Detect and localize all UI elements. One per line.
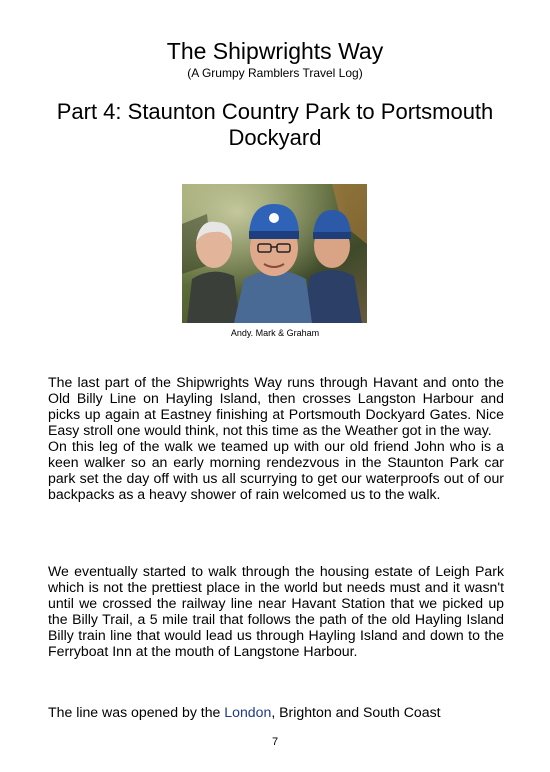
- part-heading: Part 4: Staunton Country Park to Portsmouth Dockyard: [56, 99, 494, 150]
- paragraph-4: [48, 704, 504, 720]
- group-photo: [182, 184, 367, 323]
- paragraph-3: We eventually started to walk through the housing estate of Leigh Park which is not the prettiest place in the world but needs must and it wasn't until we crossed the railway line near Havant Station that we picked up the Billy Trail, a 5 mile trail that follows the path of the old Hayling Island Billy train line that would lead us through Hayling Island and down to the Ferryboat Inn at the mouth of Langstone Harbour.: [48, 563, 504, 659]
- body-text-block-2: [48, 563, 504, 659]
- paragraph-2: On this leg of the walk we teamed up with our old friend John who is a keen walker so an early morning rendezvous in the Staunton Park car park set the day off with us all scurrying to get our waterproofs out of our backpacks as a heavy shower of rain welcomed us to the walk.: [48, 438, 504, 502]
- photo-caption: Andy. Mark & Graham: [230, 328, 320, 338]
- document-subtitle: (A Grumpy Ramblers Travel Log): [187, 66, 363, 80]
- paragraph-1: The last part of the Shipwrights Way runs through Havant and onto the Old Billy Line on Hayling Island, then crosses Langston Harbour and picks up again at Eastney finishing at Portsmouth Dockyard Gates. Nice Easy stroll one would think, not this time as the Weather got in the way.: [48, 374, 504, 438]
- body-text-block-3: [48, 704, 504, 720]
- london-link[interactable]: London: [224, 704, 272, 720]
- body-text-block-1: [48, 374, 504, 502]
- document-title: The Shipwrights Way: [166, 38, 384, 64]
- paragraph-4-end: , Brighton and South Coast: [271, 704, 441, 720]
- paragraph-4-start: The line was opened by the: [48, 704, 225, 720]
- page-number: 7: [271, 736, 279, 748]
